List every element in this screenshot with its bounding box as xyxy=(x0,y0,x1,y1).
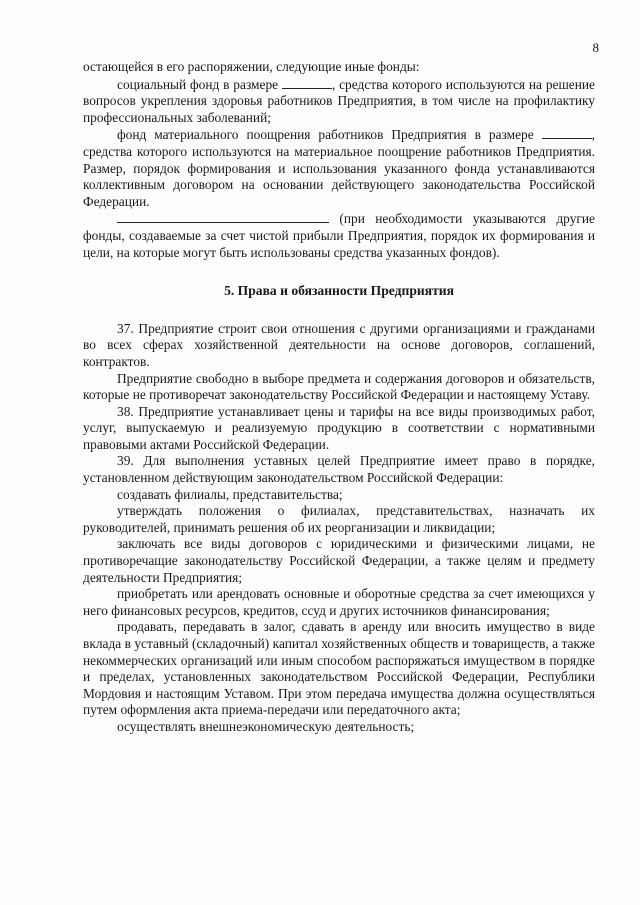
incentive-fund-paragraph xyxy=(83,126,595,210)
right-item-dispose-property: продавать, передавать в залог, сдавать в аренду или вносить имущество в виде вклада в уставный (складочный) капитал хозяйственных обществ и товариществ, а также некоммерческих организаций или иным способом распоряжаться имуществом в порядке и пределах, установленных законодательством Российской Федерации, Республики Мордовия и настоящим Уставом. При этом передача имущества должна осуществляться путем оформления акта приема-передачи или передаточного акта; xyxy=(83,619,595,718)
document-body xyxy=(83,59,595,736)
page-number: 8 xyxy=(592,40,599,55)
clause-37: 37. Предприятие строит свои отношения с другими организациями и гражданами во всех сферах хозяйственной деятельности на основе договоров, соглашений, контрактов. xyxy=(83,320,595,369)
other-funds-name-blank xyxy=(117,210,329,223)
social-fund-text-end: , средства которого используются на решение вопросов укрепления здоровья работников Предприятия, в том числе на профилактику профессиональных заболеваний; xyxy=(83,76,595,125)
funds-intro: остающейся в его распоряжении, следующие иные фонды: xyxy=(83,59,420,74)
social-fund-paragraph xyxy=(83,76,595,127)
clause-39: 39. Для выполнения уставных целей Предприятие имеет право в порядке, установленном действующим законодательством Российской Федерации: xyxy=(83,453,595,486)
social-fund-text-start: социальный фонд в размере xyxy=(117,76,282,92)
right-item-foreign-trade: осуществлять внешнеэкономическую деятельность; xyxy=(117,718,415,734)
clause-37-continued: Предприятие свободно в выборе предмета и содержания договоров и обязательств, которые не противоречат законодательству Российской Федерации и настоящему Уставу. xyxy=(83,370,595,403)
right-item-branches: создавать филиалы, представительства; xyxy=(117,486,343,502)
right-item-acquire-assets: приобретать или арендовать основные и оборотные средства за счет имеющихся у него финансовых ресурсов, кредитов, ссуд и других источников финансирования; xyxy=(83,586,595,618)
incentive-fund-text-end: , средства которого используются на материальное поощрение работников Предприятия. Размер, порядок формирования и использования указанного фонда устанавливаются коллективным договором на основании действующего законодательства Российской Федерации. xyxy=(83,127,595,209)
incentive-fund-text-start: фонд материального поощрения работников Предприятия в размере xyxy=(117,127,542,143)
incentive-fund-amount-blank xyxy=(542,126,592,139)
social-fund-amount-blank xyxy=(282,76,332,89)
clause-38: 38. Предприятие устанавливает цены и тарифы на все виды производимых работ, услуг, выпускаемую и реализуемую продукцию в соответствии с нормативными правовыми актами Российской Федерации. xyxy=(83,403,595,452)
section-5-title: 5. Права и обязанности Предприятия xyxy=(224,283,454,299)
other-funds-text: (при необходимости указываются другие фонды, создаваемые за счет чистой прибыли Предприятия, порядок их формирования и цели, на которые могут быть использованы средства указанных фондов). xyxy=(83,211,595,260)
other-funds-paragraph xyxy=(83,210,595,261)
right-item-regulations: утверждать положения о филиалах, представительствах, назначать их руководителей, принимать решения об их реорганизации и ликвидации; xyxy=(83,503,595,535)
right-item-contracts: заключать все виды договоров с юридическими и физическими лицами, не противоречащие законодательству Российской Федерации, а также целям и предмету деятельности Предприятия; xyxy=(83,536,595,585)
